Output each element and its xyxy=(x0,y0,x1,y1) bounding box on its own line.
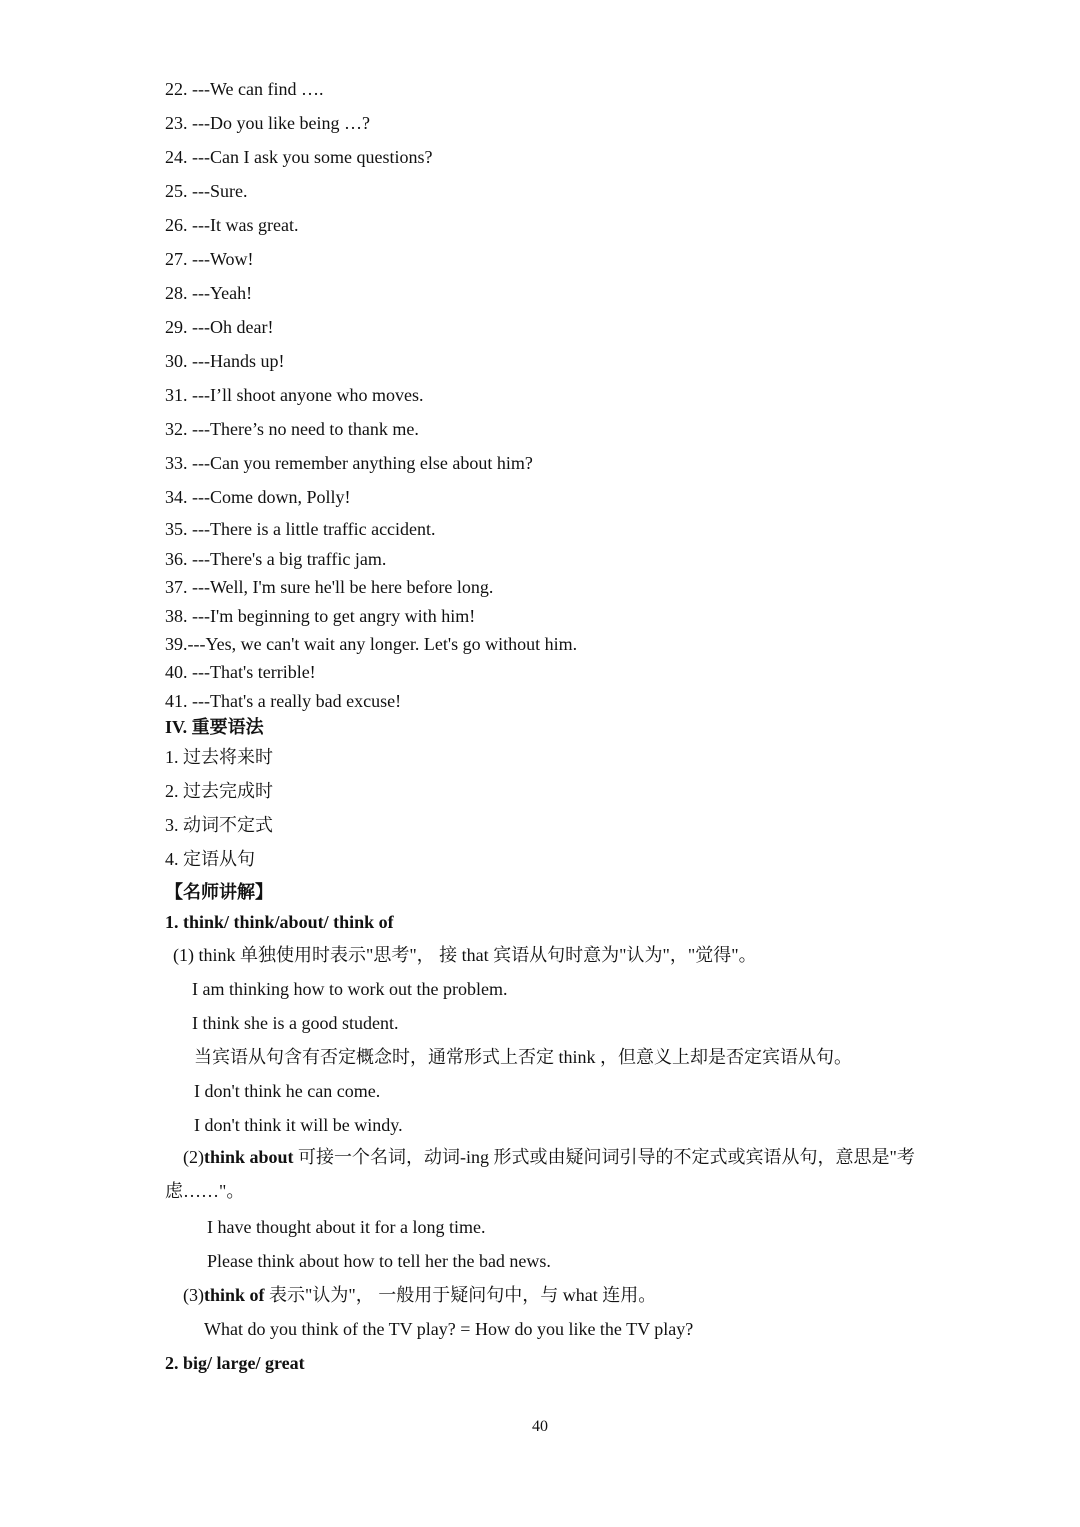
section-title: 2. big/ large/ great xyxy=(165,1353,305,1373)
term: think of xyxy=(204,1285,265,1305)
term: think about xyxy=(204,1147,294,1167)
dialogue-line: 38. ---I'm beginning to get angry with him! xyxy=(165,606,476,626)
grammar-item: 4. 定语从句 xyxy=(165,849,255,869)
lecture-heading: 【名师讲解】 xyxy=(165,882,273,902)
example-sentence: I have thought about it for a long time. xyxy=(207,1217,486,1237)
dialogue-line: 26. ---It was great. xyxy=(165,215,299,235)
grammar-item: 1. 过去将来时 xyxy=(165,747,273,767)
example-sentence: What do you think of the TV play? = How do you like the TV play? xyxy=(204,1319,694,1339)
dialogue-line: 25. ---Sure. xyxy=(165,181,248,201)
dialogue-line: 34. ---Come down, Polly! xyxy=(165,487,351,507)
dialogue-line: 30. ---Hands up! xyxy=(165,351,285,371)
grammar-item: 3. 动词不定式 xyxy=(165,815,273,835)
dialogue-line: 24. ---Can I ask you some questions? xyxy=(165,147,433,167)
example-sentence: I think she is a good student. xyxy=(192,1013,399,1033)
dialogue-line: 37. ---Well, I'm sure he'll be here before long. xyxy=(165,577,494,597)
term-description: 可接一个名词，动词-ing 形式或由疑问词引导的不定式或宾语从句，意思是"考虑……"。 xyxy=(165,1147,915,1201)
explanation-paragraph: (1) think 单独使用时表示"思考"， 接 that 宾语从句时意为"认为"，"觉得"。 xyxy=(173,945,757,965)
grammar-item: 2. 过去完成时 xyxy=(165,781,273,801)
dialogue-line: 29. ---Oh dear! xyxy=(165,317,274,337)
dialogue-line: 28. ---Yeah! xyxy=(165,283,253,303)
dialogue-line: 32. ---There’s no need to thank me. xyxy=(165,419,419,439)
dialogue-line: 36. ---There's a big traffic jam. xyxy=(165,549,387,569)
item-prefix: (3) xyxy=(183,1285,204,1305)
dialogue-line: 33. ---Can you remember anything else about him? xyxy=(165,453,533,473)
example-sentence: I don't think it will be windy. xyxy=(194,1115,403,1135)
dialogue-line: 39.---Yes, we can't wait any longer. Let's go without him. xyxy=(165,634,578,654)
dialogue-line: 41. ---That's a really bad excuse! xyxy=(165,691,402,711)
explanation-paragraph xyxy=(183,1284,656,1306)
page-number: 40 xyxy=(532,1418,548,1435)
dialogue-line: 35. ---There is a little traffic accident. xyxy=(165,519,436,539)
section-title: 1. think/ think/about/ think of xyxy=(165,912,394,932)
example-sentence: I am thinking how to work out the problem. xyxy=(192,979,508,999)
dialogue-line: 23. ---Do you like being …? xyxy=(165,113,370,133)
example-sentence: I don't think he can come. xyxy=(194,1081,381,1101)
dialogue-line: 22. ---We can find …. xyxy=(165,79,324,99)
dialogue-line: 40. ---That's terrible! xyxy=(165,662,316,682)
grammar-heading: IV. 重要语法 xyxy=(165,717,264,737)
explanation-note: 当宾语从句含有否定概念时，通常形式上否定 think ，但意义上却是否定宾语从句。 xyxy=(194,1047,852,1067)
dialogue-line: 31. ---I’ll shoot anyone who moves. xyxy=(165,385,424,405)
explanation-paragraph xyxy=(165,1140,925,1208)
dialogue-line: 27. ---Wow! xyxy=(165,249,254,269)
item-prefix: (2) xyxy=(183,1147,204,1167)
example-sentence: Please think about how to tell her the bad news. xyxy=(207,1251,551,1271)
term-description: 表示"认为"， 一般用于疑问句中，与 what 连用。 xyxy=(264,1285,657,1305)
